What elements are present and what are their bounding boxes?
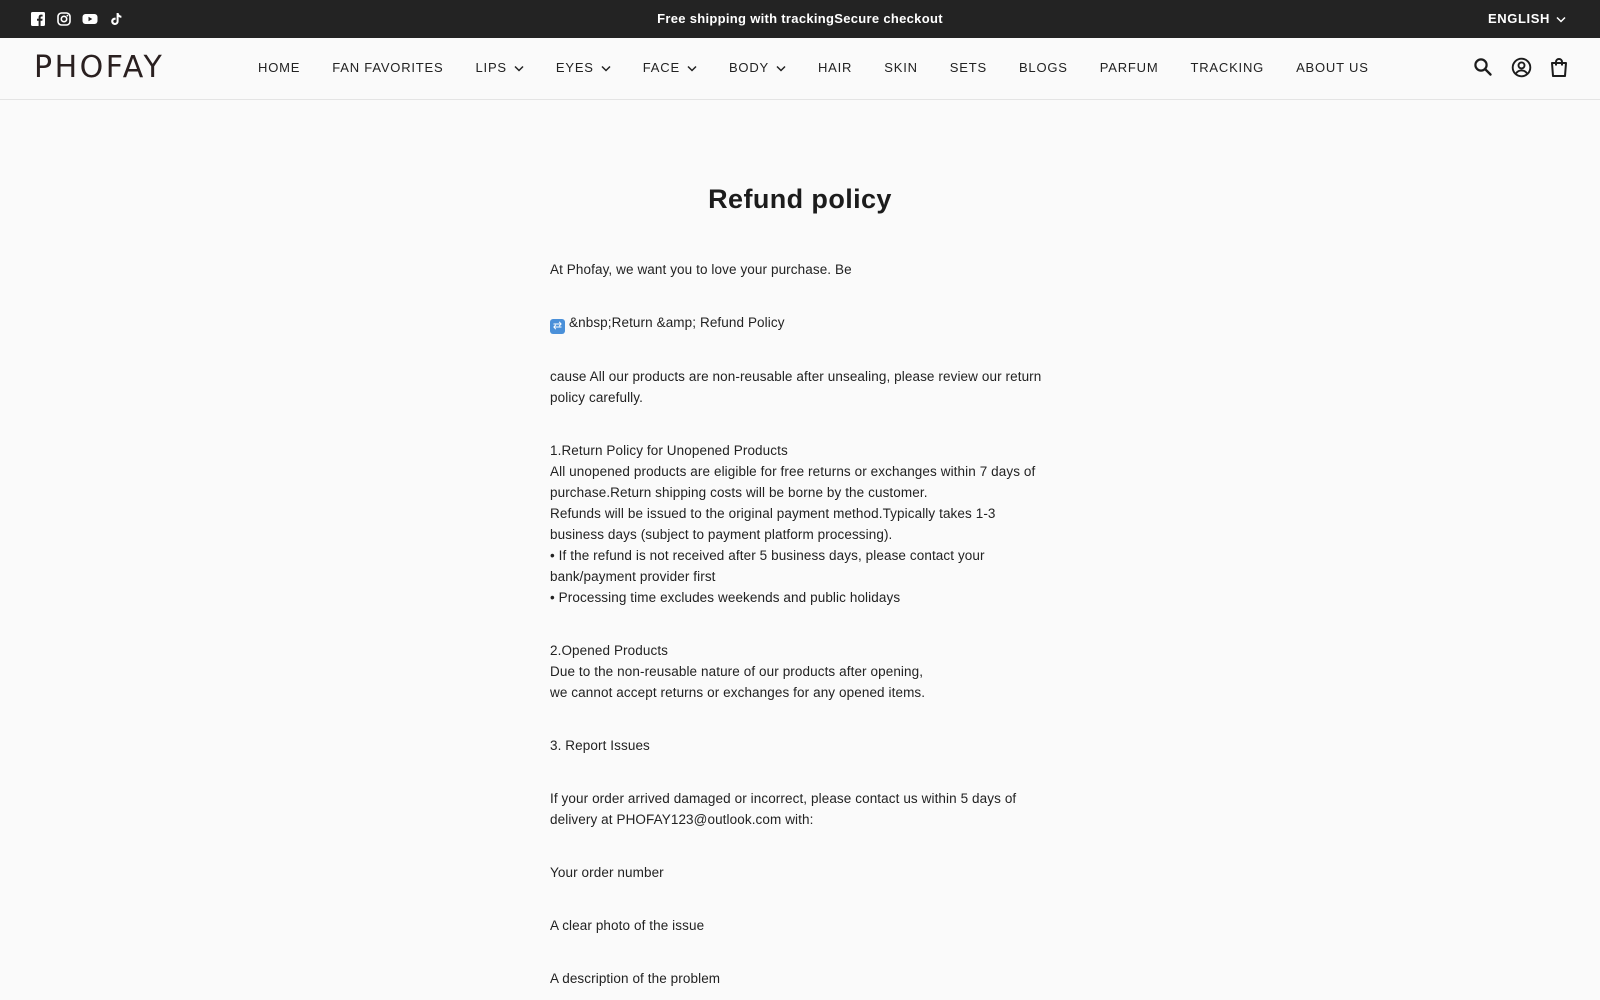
policy-paragraph bbox=[550, 788, 1050, 830]
nav-item-blogs[interactable] bbox=[1019, 60, 1068, 75]
language-selector[interactable] bbox=[1488, 11, 1566, 26]
policy-paragraph bbox=[550, 259, 1050, 280]
policy-paragraph bbox=[550, 440, 1050, 608]
policy-line: A clear photo of the issue bbox=[550, 918, 705, 933]
policy-body bbox=[550, 259, 1050, 989]
account-icon[interactable] bbox=[1510, 56, 1532, 78]
nav-item-eyes[interactable] bbox=[556, 60, 611, 75]
policy-line: Your order number bbox=[550, 865, 664, 880]
policy-line: • If the refund is not received after 5 business days, please contact your bank/payment provider first bbox=[550, 548, 985, 584]
nav-item-label: EYES bbox=[555, 60, 594, 75]
policy-line: 3. Report Issues bbox=[550, 738, 650, 753]
page-title: Refund policy bbox=[708, 184, 892, 214]
nav-item-label: ABOUT US bbox=[1296, 60, 1369, 75]
policy-line: we cannot accept returns or exchanges for any opened items. bbox=[550, 685, 926, 700]
policy-paragraph bbox=[550, 862, 1050, 883]
cart-icon[interactable] bbox=[1548, 56, 1570, 78]
policy-line: At Phofay, we want you to love your purchase. Be bbox=[550, 262, 852, 277]
policy-paragraph bbox=[550, 312, 1050, 334]
nav-item-label: LIPS bbox=[475, 60, 507, 75]
search-icon[interactable] bbox=[1472, 56, 1494, 78]
nav-item-hair[interactable] bbox=[818, 60, 852, 75]
nav-item-label: BLOGS bbox=[1018, 60, 1068, 75]
announcement-text: Free shipping with trackingSecure checkout bbox=[657, 11, 943, 26]
chevron-down-icon bbox=[687, 60, 697, 75]
nav-item-label: HOME bbox=[258, 60, 301, 75]
announcement-bar bbox=[0, 0, 1600, 38]
policy-line: &nbsp;Return &amp; Refund Policy bbox=[569, 315, 785, 330]
chevron-down-icon bbox=[601, 60, 611, 75]
chevron-down-icon bbox=[1556, 11, 1566, 26]
nav-item-fan-favorites[interactable] bbox=[332, 60, 443, 75]
nav-item-body[interactable] bbox=[729, 60, 786, 75]
policy-content bbox=[550, 100, 1050, 1000]
nav-item-label: PARFUM bbox=[1099, 60, 1159, 75]
main-nav bbox=[258, 60, 1369, 75]
nav-item-about-us[interactable] bbox=[1296, 60, 1369, 75]
policy-paragraph bbox=[550, 366, 1050, 408]
nav-item-lips[interactable] bbox=[476, 60, 524, 75]
policy-paragraph bbox=[550, 735, 1050, 756]
nav-item-skin[interactable] bbox=[884, 60, 918, 75]
policy-line: • Processing time excludes weekends and public holidays bbox=[550, 590, 901, 605]
return-arrows-icon: ⇄ bbox=[550, 319, 565, 334]
nav-item-label: FAN FAVORITES bbox=[332, 60, 444, 75]
nav-item-label: SETS bbox=[949, 60, 987, 75]
policy-line: A description of the problem bbox=[550, 971, 721, 986]
policy-paragraph bbox=[550, 968, 1050, 989]
nav-item-label: FACE bbox=[642, 60, 680, 75]
policy-line: If your order arrived damaged or incorrect, please contact us within 5 days of delivery at PHOFAY123@outlook.com with: bbox=[550, 791, 1017, 827]
policy-line: cause All our products are non-reusable after unsealing, please review our return policy carefully. bbox=[550, 369, 1042, 405]
nav-item-face[interactable] bbox=[643, 60, 697, 75]
policy-line: All unopened products are eligible for free returns or exchanges within 7 days of purchase.Return shipping costs will be borne by the customer. bbox=[550, 464, 1036, 500]
nav-item-home[interactable] bbox=[258, 60, 300, 75]
nav-item-parfum[interactable] bbox=[1100, 60, 1159, 75]
policy-line: Refunds will be issued to the original payment method.Typically takes 1-3 business days (subject to payment platform processing). bbox=[550, 506, 996, 542]
nav-item-tracking[interactable] bbox=[1190, 60, 1264, 75]
chevron-down-icon bbox=[776, 60, 786, 75]
nav-item-label: HAIR bbox=[817, 60, 853, 75]
policy-line: 2.Opened Products bbox=[550, 643, 669, 658]
policy-paragraph bbox=[550, 640, 1050, 703]
nav-item-sets[interactable] bbox=[950, 60, 987, 75]
chevron-down-icon bbox=[514, 60, 524, 75]
policy-line: Due to the non-reusable nature of our products after opening, bbox=[550, 664, 924, 679]
nav-item-label: SKIN bbox=[884, 60, 918, 75]
nav-item-label: TRACKING bbox=[1190, 60, 1265, 75]
site-header bbox=[0, 38, 1600, 100]
nav-item-label: BODY bbox=[728, 60, 769, 75]
logo[interactable]: PHOFAY bbox=[34, 50, 165, 85]
header-icons bbox=[1472, 56, 1570, 78]
language-label: ENGLISH bbox=[1488, 11, 1550, 26]
policy-line: 1.Return Policy for Unopened Products bbox=[550, 443, 788, 458]
policy-paragraph bbox=[550, 915, 1050, 936]
